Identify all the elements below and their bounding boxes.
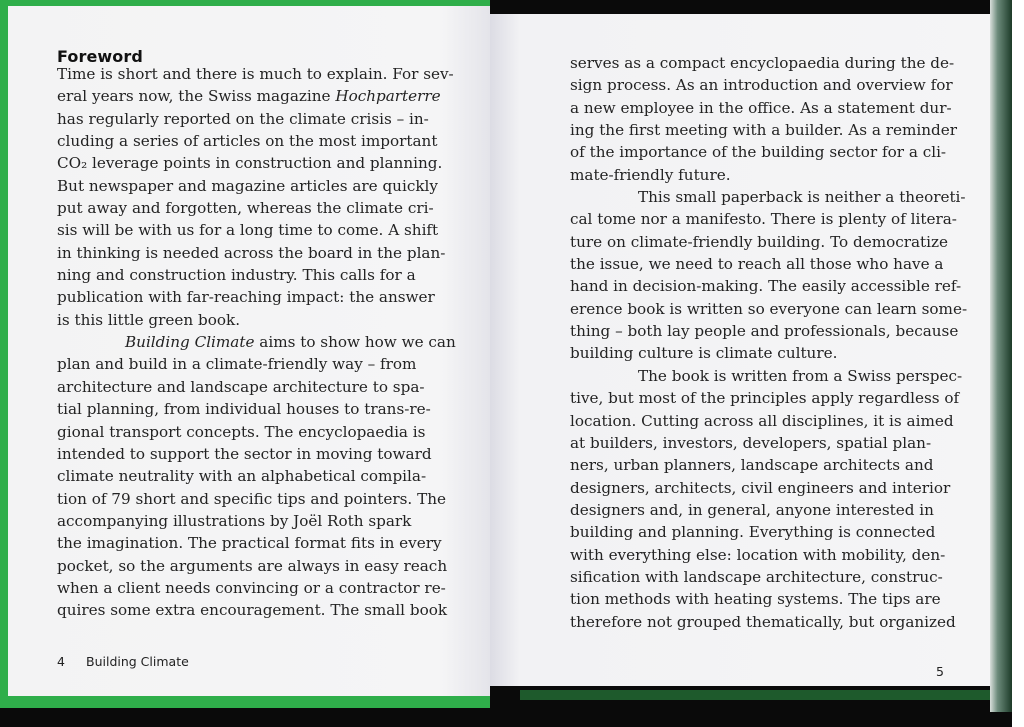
page-stack-edge bbox=[990, 0, 1012, 712]
right-page-body bbox=[570, 52, 990, 633]
book-cover-bottom-edge bbox=[520, 690, 1012, 700]
text-line: erence book is written so everyone can learn some- bbox=[570, 299, 968, 318]
text-line: when a client needs convincing or a contractor re- bbox=[57, 578, 446, 597]
text-line: ning and construction industry. This calls for a bbox=[57, 266, 416, 285]
text-line bbox=[57, 85, 477, 107]
text-line bbox=[570, 186, 990, 208]
text-line: mate-friendly future. bbox=[570, 165, 731, 184]
italic-title: Hochparterre bbox=[335, 87, 441, 106]
text-line: thing – both lay people and professionals, because bbox=[570, 322, 959, 341]
text-run: This small paperback is neither a theoreti- bbox=[638, 188, 966, 207]
text-line: tion methods with heating systems. The tips are bbox=[570, 590, 941, 609]
text-line: publication with far-reaching impact: the answer bbox=[57, 288, 435, 307]
text-line: in thinking is needed across the board in the plan- bbox=[57, 243, 446, 262]
text-line: Time is short and there is much to explain. For sev- bbox=[57, 65, 454, 83]
text-line: building culture is climate culture. bbox=[570, 344, 838, 363]
text-line: location. Cutting across all disciplines, it is aimed bbox=[570, 411, 954, 430]
text-line: the imagination. The practical format fits in every bbox=[57, 534, 442, 553]
text-line: sign process. As an introduction and overview for bbox=[570, 76, 953, 95]
text-line: sis will be with us for a long time to come. A shift bbox=[57, 221, 439, 240]
text-line: sification with landscape architecture, construc- bbox=[570, 567, 943, 586]
text-line: gional transport concepts. The encyclopaedia is bbox=[57, 422, 426, 441]
text-line: the issue, we need to reach all those who have a bbox=[570, 255, 944, 274]
text-line: has regularly reported on the climate crisis – in- bbox=[57, 109, 429, 128]
text-line: is this little green book. bbox=[57, 310, 241, 329]
text-line: tion of 79 short and specific tips and pointers. The bbox=[57, 489, 446, 508]
book-shadow bbox=[0, 708, 490, 727]
text-line bbox=[57, 331, 477, 353]
text-line: quires some extra encouragement. The small book bbox=[57, 601, 448, 620]
text-line: with everything else: location with mobility, den- bbox=[570, 545, 946, 564]
text-line: a new employee in the office. As a statement dur- bbox=[570, 98, 952, 117]
text-line: plan and build in a climate-friendly way – from bbox=[57, 355, 417, 374]
right-page bbox=[490, 14, 990, 686]
text-line: designers and, in general, anyone interested in bbox=[570, 500, 934, 519]
text-line: tial planning, from individual houses to trans-re- bbox=[57, 400, 431, 419]
text-run: The book is written from a Swiss perspec- bbox=[638, 366, 963, 385]
text-line: cal tome nor a manifesto. There is plenty of litera- bbox=[570, 210, 957, 229]
text-line: put away and forgotten, whereas the climate cri- bbox=[57, 199, 434, 218]
text-line: climate neutrality with an alphabetical compila- bbox=[57, 467, 427, 486]
text-line: ture on climate-friendly building. To democratize bbox=[570, 232, 949, 251]
text-line: at builders, investors, developers, spatial plan- bbox=[570, 433, 932, 452]
scan-margin bbox=[1012, 0, 1024, 727]
italic-title: Building Climate bbox=[125, 333, 255, 352]
text-run: aims to show how we can bbox=[254, 333, 456, 352]
text-line: cluding a series of articles on the most important bbox=[57, 132, 438, 151]
text-line: accompanying illustrations by Joël Roth spark bbox=[57, 511, 412, 530]
text-line: of the importance of the building sector for a cli- bbox=[570, 143, 947, 162]
text-line: pocket, so the arguments are always in easy reach bbox=[57, 556, 448, 575]
text-line: But newspaper and magazine articles are quickly bbox=[57, 176, 438, 195]
left-page-body bbox=[57, 63, 477, 622]
text-line: architecture and landscape architecture to spa- bbox=[57, 377, 425, 396]
text-line: designers, architects, civil engineers and interior bbox=[570, 478, 951, 497]
text-line: tive, but most of the principles apply regardless of bbox=[570, 389, 960, 408]
text-line bbox=[570, 365, 990, 387]
text-line: hand in decision-making. The easily accessible ref- bbox=[570, 277, 962, 296]
running-title: Building Climate bbox=[86, 654, 189, 669]
text-line: therefore not grouped thematically, but organized bbox=[570, 612, 956, 631]
page-number-left: 4 bbox=[57, 654, 65, 669]
page-number-right: 5 bbox=[936, 664, 944, 679]
text-line: CO₂ leverage points in construction and planning. bbox=[57, 154, 443, 173]
foreword-heading: Foreword bbox=[57, 47, 143, 66]
text-line: building and planning. Everything is connected bbox=[570, 523, 936, 542]
text-line: serves as a compact encyclopaedia during the de- bbox=[570, 54, 955, 72]
text-line: ners, urban planners, landscape architects and bbox=[570, 456, 934, 475]
text-run: eral years now, the Swiss magazine bbox=[57, 87, 336, 106]
left-page bbox=[8, 6, 490, 696]
text-line: intended to support the sector in moving toward bbox=[57, 444, 432, 463]
text-line: ing the first meeting with a builder. As a reminder bbox=[570, 121, 958, 140]
